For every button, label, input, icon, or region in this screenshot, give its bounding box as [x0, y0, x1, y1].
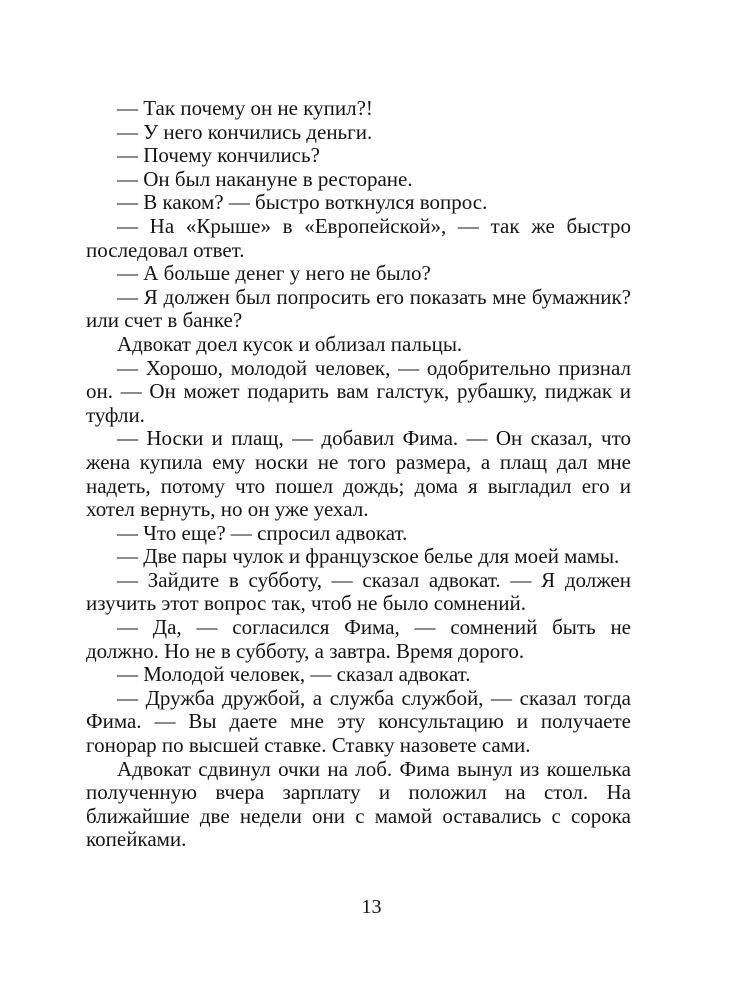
page-number: 13 — [361, 896, 382, 918]
paragraph: — Носки и плащ, — добавил Фима. — Он сказал, что жена купила ему носки не того размера, а плащ дал мне надеть, потому что пошел дождь; дома я выгладил его и хотел вернуть, но он уже уехал. — [86, 426, 631, 522]
paragraph: — Он был накануне в ресторане. — [117, 166, 413, 191]
paragraph: — Что еще? — спросил адвокат. — [117, 520, 408, 545]
paragraph: — Так почему он не купил?! — [117, 96, 373, 120]
paragraph: — Да, — согласился Фима, — сомнений быть не должно. Но не в субботу, а завтра. Время дорого. — [86, 615, 631, 663]
paragraph: — Хорошо, молодой человек, — одобрительно признал он. — Он может подарить вам галстук, рубашку, пиджак и туфли. — [86, 355, 631, 427]
paragraph: — В каком? — быстро воткнулся вопрос. — [117, 190, 488, 215]
page-body — [86, 97, 631, 852]
paragraph: Адвокат сдвинул очки на лоб. Фима вынул из кошелька полученную вчера зарплату и положил на стол. На ближайшие две недели они с мамой оставались с сорока копейками. — [86, 756, 631, 852]
paragraph: — Зайдите в субботу, — сказал адвокат. — Я должен изучить этот вопрос так, чтоб не было сомнений. — [86, 567, 631, 616]
paragraph: — У него кончились деньги. — [117, 119, 373, 144]
paragraph: — Почему кончились? — [117, 143, 320, 168]
paragraph: Адвокат доел кусок и облизал пальцы. — [117, 331, 463, 356]
paragraph: — Я должен был попросить его показать мне бумажник? или счет в банке? — [86, 284, 631, 333]
paragraph: — Молодой человек, — сказал адвокат. — [117, 662, 471, 687]
paragraph: — А больше денег у него не было? — [117, 261, 431, 286]
paragraph: — На «Крыше» в «Европейской», — так же быстро последовал ответ. — [86, 213, 631, 262]
paragraph: — Две пары чулок и французское белье для моей мамы. — [117, 544, 620, 569]
paragraph: — Дружба дружбой, а служба службой, — сказал тогда Фима. — Вы даете мне эту консультацию и получаете гонорар по высшей ставке. Ставку назовете сами. — [86, 685, 631, 758]
